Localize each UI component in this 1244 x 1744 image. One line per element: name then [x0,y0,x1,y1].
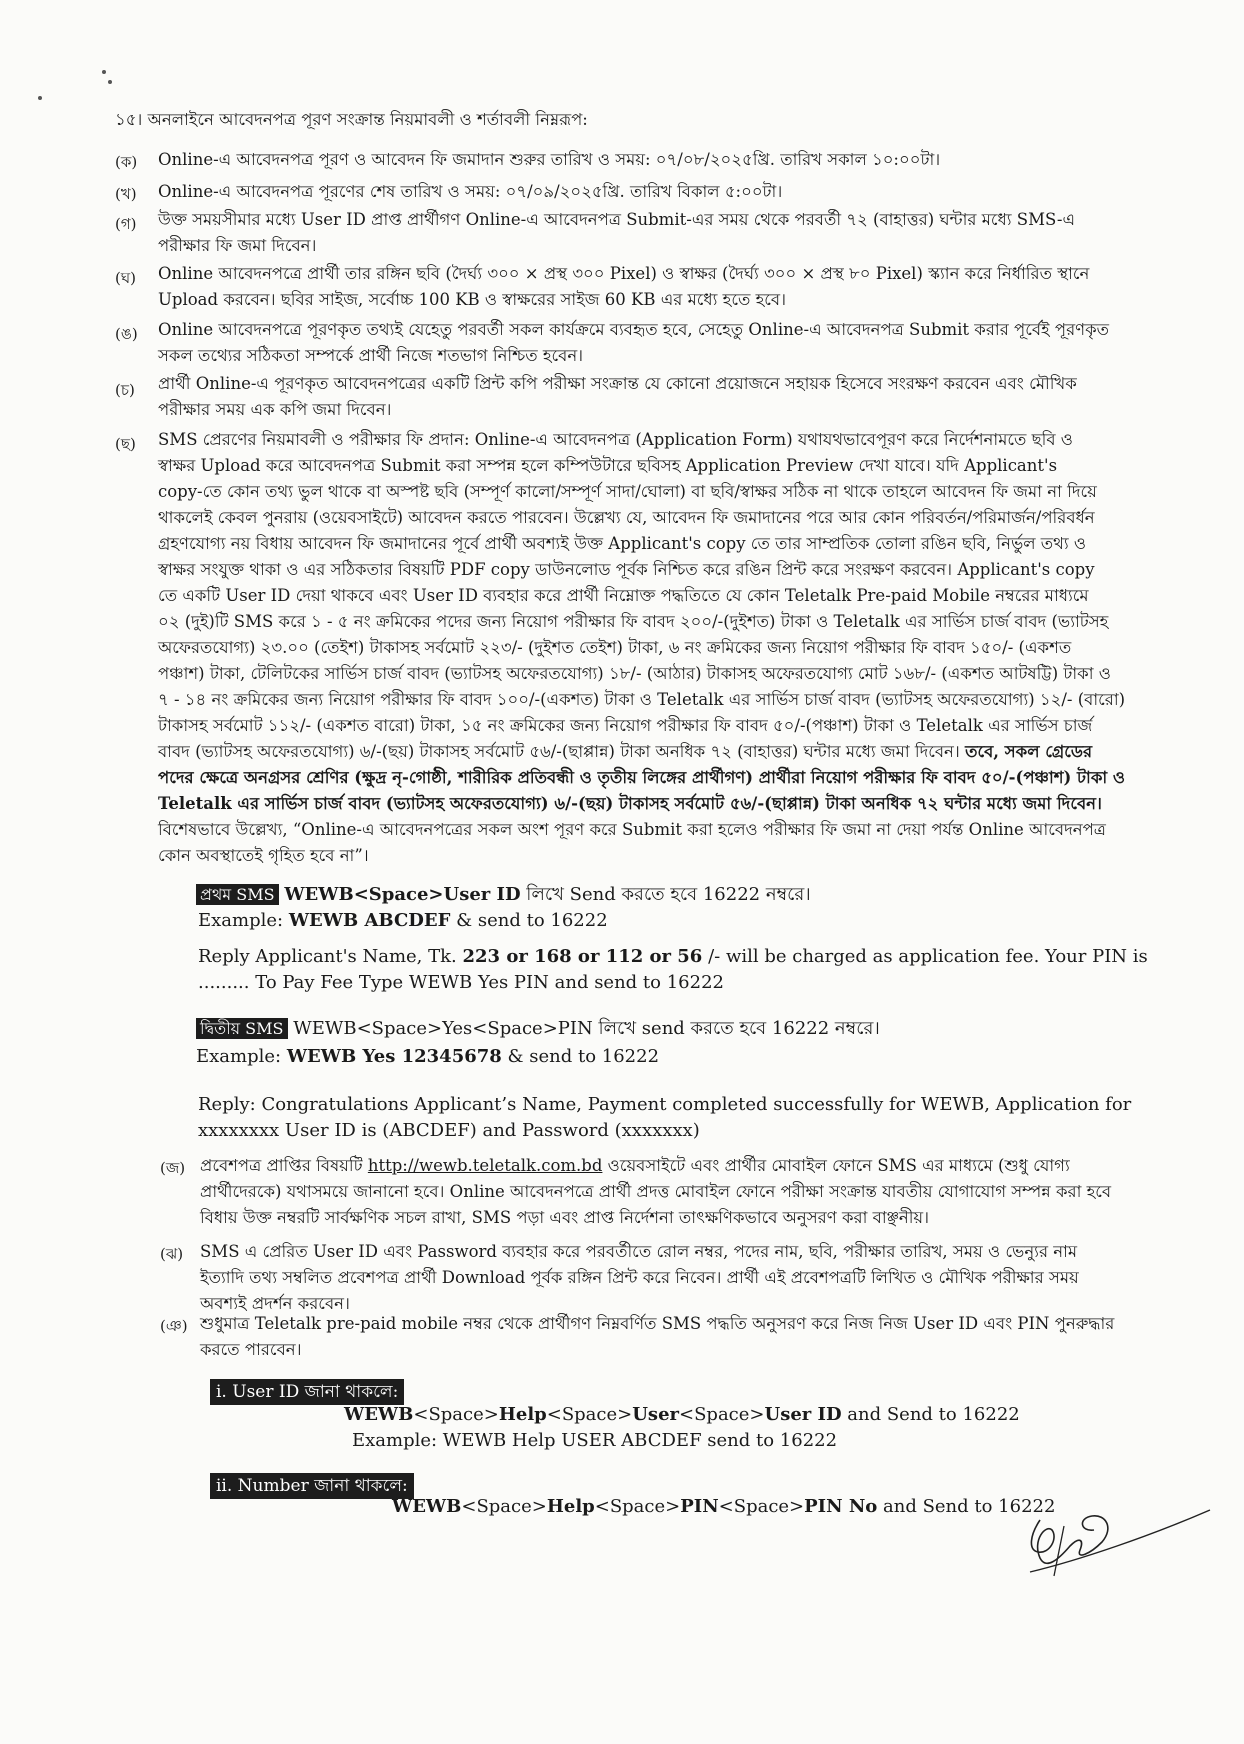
item-kha-line: Online-এ আবেদনপত্র পূরণের শেষ তারিখ ও সময়: ০৭/০৯/২০২৫খ্রি. তারিখ বিকাল ৫:০০টা। [158,182,783,201]
item-jha-line: ইত্যাদি তথ্য সম্বলিত প্রবেশপত্র প্রার্থী Download পূর্বক রঙ্গিন প্রিন্ট করে নিবেন। প্রার্থী এই প্রবেশপত্রটি লিখিত ও মৌখিক পরীক্ষার সময় [200,1268,1079,1287]
item-label-chha: (ছ) [115,435,136,453]
item-chha-line: SMS প্রেরণের নিয়মাবলী ও পরীক্ষার ফি প্রদান: Online-এ আবেদনপত্র (Application Form) যথাযথভাবেপূরণ করে নির্দেশনামতে ছবি ও [158,430,1073,449]
item-label-uma: (ঙ) [115,325,138,343]
item-chha-line: বিশেষভাবে উল্লেখ্য, “Online-এ আবেদনপত্রের সকল অংশ পূরণ করে Submit করা হলেও পরীক্ষার ফি জমা না দেয়া পর্যন্ত Online আবেদনপত্র [158,820,1106,839]
item-chha-line: স্বাক্ষর সংযুক্ত থাকা ও এর সঠিকতার বিষয়টি PDF copy ডাউনলোড পূর্বক নিশ্চিত করে রঙিন প্রিন্ট করে সংরক্ষণ করবেন। Applicant's copy [158,560,1095,579]
item-gha-line: Upload করবেন। ছবির সাইজ, সর্বোচ্চ 100 KB ও স্বাক্ষরের সাইজ 60 KB এর মধ্যে হতে হবে। [158,290,786,309]
item-jha-line: অবশ্যই প্রদর্শন করবেন। [200,1294,350,1313]
item-ga-line: পরীক্ষার ফি জমা দিবেন। [158,236,317,255]
scan-speck [108,80,112,84]
item-chha-line: copy-তে কোন তথ্য ভুল থাকে বা অস্পষ্ট ছবি (সম্পূর্ণ কালো/সম্পূর্ণ সাদা/ঘোলা) বা ছবি/স্বাক্ষর সঠিক না থাকে তাহলে আবেদন ফি জমা না দিয়ে [158,482,1097,501]
sms2-example: Example: WEWB Yes 12345678 & send to 16222 [196,1046,660,1067]
section-heading: ১৫। অনলাইনে আবেদনপত্র পূরণ সংক্রান্ত নিয়মাবলী ও শর্তাবলী নিম্নরূপ: [115,110,588,129]
item-ja-line: প্রবেশপত্র প্রাপ্তির বিষয়টি http://wewb.teletalk.com.bd ওয়েবসাইটে এবং প্রার্থীর মোবাইল ফোনে SMS এর মাধ্যমে (শুধু যোগ্য [200,1156,1070,1175]
sms1-tag: প্রথম SMS [196,884,279,905]
sms1-reply-2: ......... To Pay Fee Type WEWB Yes PIN and send to 16222 [198,972,724,993]
sms1-command: প্রথম SMS WEWB<Space>User ID লিখে Send করতে হবে 16222 নম্বরে। [196,882,811,908]
item-cha-line: প্রার্থী Online-এ পূরণকৃত আবেদনপত্রের একটি প্রিন্ট কপি পরীক্ষা সংক্রান্ত যে কোনো প্রয়োজনে সহায়ক হিসেবে সংরক্ষণ করবেন এবং মৌখিক [158,374,1077,393]
item-label-ga: (গ) [115,215,137,233]
item-label-ja: (জ) [160,1159,186,1177]
item-label-cha: (চ) [115,381,135,399]
scan-speck [102,70,106,74]
item-chha-line: ৭ - ১৪ নং ক্রমিকের জন্য নিয়োগ পরীক্ষার ফি বাবদ ১০০/-(একশত) টাকা ও Teletalk এর সার্ভিস চার্জ বাবদ (ভ্যাটসহ অফেরতযোগ্য) ১২/- (বারো) [158,690,1126,709]
sms2-reply-2: xxxxxxxx User ID is (ABCDEF) and Password (xxxxxxx) [198,1120,700,1141]
item-ja-line: প্রার্থীদেরকে) যথাসময়ে জানানো হবে। Online আবেদনপত্রে প্রার্থী প্রদত্ত মোবাইল ফোনে পরীক্ষা সংক্রান্ত যাবতীয় যোগাযোগ সম্পন্ন করা হবে [200,1182,1112,1201]
item-label-ka: (ক) [115,153,138,171]
item-chha-line: থাকলেই কেবল পুনরায় (ওয়েবসাইটে) আবেদন করতে পারবেন। উল্লেখ্য যে, আবেদন ফি জমাদানের পরে আর কোন পরিবর্তন/পরিমার্জন/পরিবর্ধন [158,508,1095,527]
recover-user-id-command: WEWB<Space>Help<Space>User<Space>User ID and Send to 16222 [344,1404,1020,1425]
recover-user-id-tag: i. User ID জানা থাকলে: [210,1379,404,1405]
item-cha-line: পরীক্ষার সময় এক কপি জমা দিবেন। [158,400,392,419]
sms2-command: দ্বিতীয় SMS WEWB<Space>Yes<Space>PIN লিখে send করতে হবে 16222 নম্বরে। [196,1016,880,1042]
recover-number-command: WEWB<Space>Help<Space>PIN<Space>PIN No and Send to 16222 [392,1496,1056,1517]
item-label-jha: (ঝ) [160,1245,184,1263]
item-chha-line: স্বাক্ষর Upload করে আবেদনপত্র Submit করা সম্পন্ন হলে কম্পিউটারে ছবিসহ Application Preview দেখা যাবে। যদি Applicant's [158,456,1058,475]
item-chha-bold-line: Teletalk এর সার্ভিস চার্জ বাবদ (ভ্যাটসহ অফেরতযোগ্য) ৬/-(ছয়) টাকাসহ সর্বমোট ৫৬/-(ছাপ্পান্ন) টাকা অনধিক ৭২ ঘন্টার মধ্যে জমা দিবেন। [158,794,1102,813]
item-nya-line: শুধুমাত্র Teletalk pre-paid mobile নম্বর থেকে প্রার্থীগণ নিম্নবর্ণিত SMS পদ্ধতি অনুসরণ করে নিজ নিজ User ID এবং PIN পুনরুদ্ধার [200,1314,1115,1333]
item-chha-line: পঞ্চাশ) টাকা, টেলিটকের সার্ভিস চার্জ বাবদ (ভ্যাটসহ অফেরতযোগ্য) ১৮/- (আঠার) টাকাসহ অফেরতযোগ্য মোট ১৬৮/- (একশত আটষট্টি) টাকা ও [158,664,1111,683]
item-ja-line: বিধায় উক্ত নম্বরটি সার্বক্ষণিক সচল রাখা, SMS পড়া এবং প্রাপ্ত নির্দেশনা তাৎক্ষণিকভাবে অনুসরণ করা বাঞ্ছনীয়। [200,1208,930,1227]
item-gha-line: Online আবেদনপত্রে প্রার্থী তার রঙ্গিন ছবি (দৈর্ঘ্য ৩০০ × প্রস্থ ৩০০ Pixel) ও স্বাক্ষর (দৈর্ঘ্য ৩০০ × প্রস্থ ৮০ Pixel) স্ক্যান করে নির্ধারিত স্থানে [158,264,1090,283]
sms1-example: Example: WEWB ABCDEF & send to 16222 [198,910,608,931]
recover-number-tag: ii. Number জানা থাকলে: [210,1473,414,1499]
item-uma-line: সকল তথ্যের সঠিকতা সম্পর্কে প্রার্থী নিজে শতভাগ নিশ্চিত হবেন। [158,346,584,365]
item-ga-line: উক্ত সময়সীমার মধ্যে User ID প্রাপ্ত প্রার্থীগণ Online-এ আবেদনপত্র Submit-এর সময় থেকে পরবর্তী ৭২ (বাহাত্তর) ঘন্টার মধ্যে SMS-এ [158,210,1076,229]
scan-speck [38,96,42,100]
item-nya-line: করতে পারবেন। [200,1340,302,1359]
item-label-kha: (খ) [115,185,137,203]
item-chha-line: টাকাসহ সর্বমোট ১১২/- (একশত বারো) টাকা, ১৫ নং ক্রমিকের জন্য নিয়োগ পরীক্ষার ফি বাবদ ৫০/-(পঞ্চাশ) টাকা ও Teletalk এর সার্ভিস চার্জ [158,716,1093,735]
sms2-reply: Reply: Congratulations Applicant’s Name, Payment completed successfully for WEWB, Application for [198,1094,1132,1115]
item-jha-line: SMS এ প্রেরিত User ID এবং Password ব্যবহার করে পরবর্তীতে রোল নম্বর, পদের নাম, ছবি, পরীক্ষার তারিখ, সময় ও ভেন্যুর নাম [200,1242,1078,1261]
item-chha-line: অফেরতযোগ্য) ২৩.০০ (তেইশ) টাকাসহ সর্বমোট ২২৩/- (দুইশত তেইশ) টাকা, ৬ নং ক্রমিকের জন্য নিয়োগ পরীক্ষার ফি বাবদ ১৫০/- (একশত [158,638,1072,657]
item-chha-bold-line: পদের ক্ষেত্রে অনগ্রসর শ্রেণির (ক্ষুদ্র নৃ-গোষ্ঠী, শারীরিক প্রতিবন্ধী ও তৃতীয় লিঙ্গের প্রার্থীগণ) প্রার্থীরা নিয়োগ পরীক্ষার ফি বাবদ ৫০/-(পঞ্চাশ) টাকা ও [158,768,1126,787]
item-label-nya: (ঞ) [160,1317,188,1335]
teletalk-link[interactable]: http://wewb.teletalk.com.bd [367,1156,603,1175]
item-chha-line: তে একটি User ID দেয়া থাকবে এবং User ID ব্যবহার করে প্রার্থী নিম্নোক্ত পদ্ধতিতে যে কোন Teletalk Pre-paid Mobile নম্বরের মাধ্যমে [158,586,1089,605]
signature [1010,1480,1220,1590]
item-chha-line: গ্রহণযোগ্য নয় বিধায় আবেদন ফি জমাদানের পূর্বে প্রার্থী অবশ্যই উক্ত Applicant's copy তে তার সাম্প্রতিক তোলা রঙিন ছবি, নির্ভুল তথ্য ও [158,534,1087,553]
sms2-tag: দ্বিতীয় SMS [196,1018,288,1039]
item-uma-line: Online আবেদনপত্রে পূরণকৃত তথ্যই যেহেতু পরবর্তী সকল কার্যক্রমে ব্যবহৃত হবে, সেহেতু Online-এ আবেদনপত্র Submit করার পূর্বেই পূরণকৃত [158,320,1110,339]
sms1-reply: Reply Applicant's Name, Tk. 223 or 168 or 112 or 56 /- will be charged as application fee. Your PIN is [198,946,1148,967]
item-chha-line: কোন অবস্থাতেই গৃহিত হবে না”। [158,846,369,865]
item-chha-line: ০২ (দুই)টি SMS করে ১ - ৫ নং ক্রমিকের পদের জন্য নিয়োগ পরীক্ষার ফি বাবদ ২০০/-(দুইশত) টাকা ও Teletalk এর সার্ভিস চার্জ বাবদ (ভ্যাটসহ [158,612,1109,631]
item-ka-line: Online-এ আবেদনপত্র পূরণ ও আবেদন ফি জমাদান শুরুর তারিখ ও সময়: ০৭/০৮/২০২৫খ্রি. তারিখ সকাল ১০:০০টা। [158,150,941,169]
recover-user-id-example: Example: WEWB Help USER ABCDEF send to 16222 [352,1430,838,1451]
item-label-gha: (ঘ) [115,269,136,287]
item-chha-line: বাবদ (ভ্যাটসহ অফেরতযোগ্য) ৬/-(ছয়) টাকাসহ সর্বমোট ৫৬/-(ছাপ্পান্ন) টাকা অনধিক ৭২ (বাহাত্তর) ঘন্টার মধ্যে জমা দিবেন। তবে, সকল গ্রেডের [158,742,1093,761]
